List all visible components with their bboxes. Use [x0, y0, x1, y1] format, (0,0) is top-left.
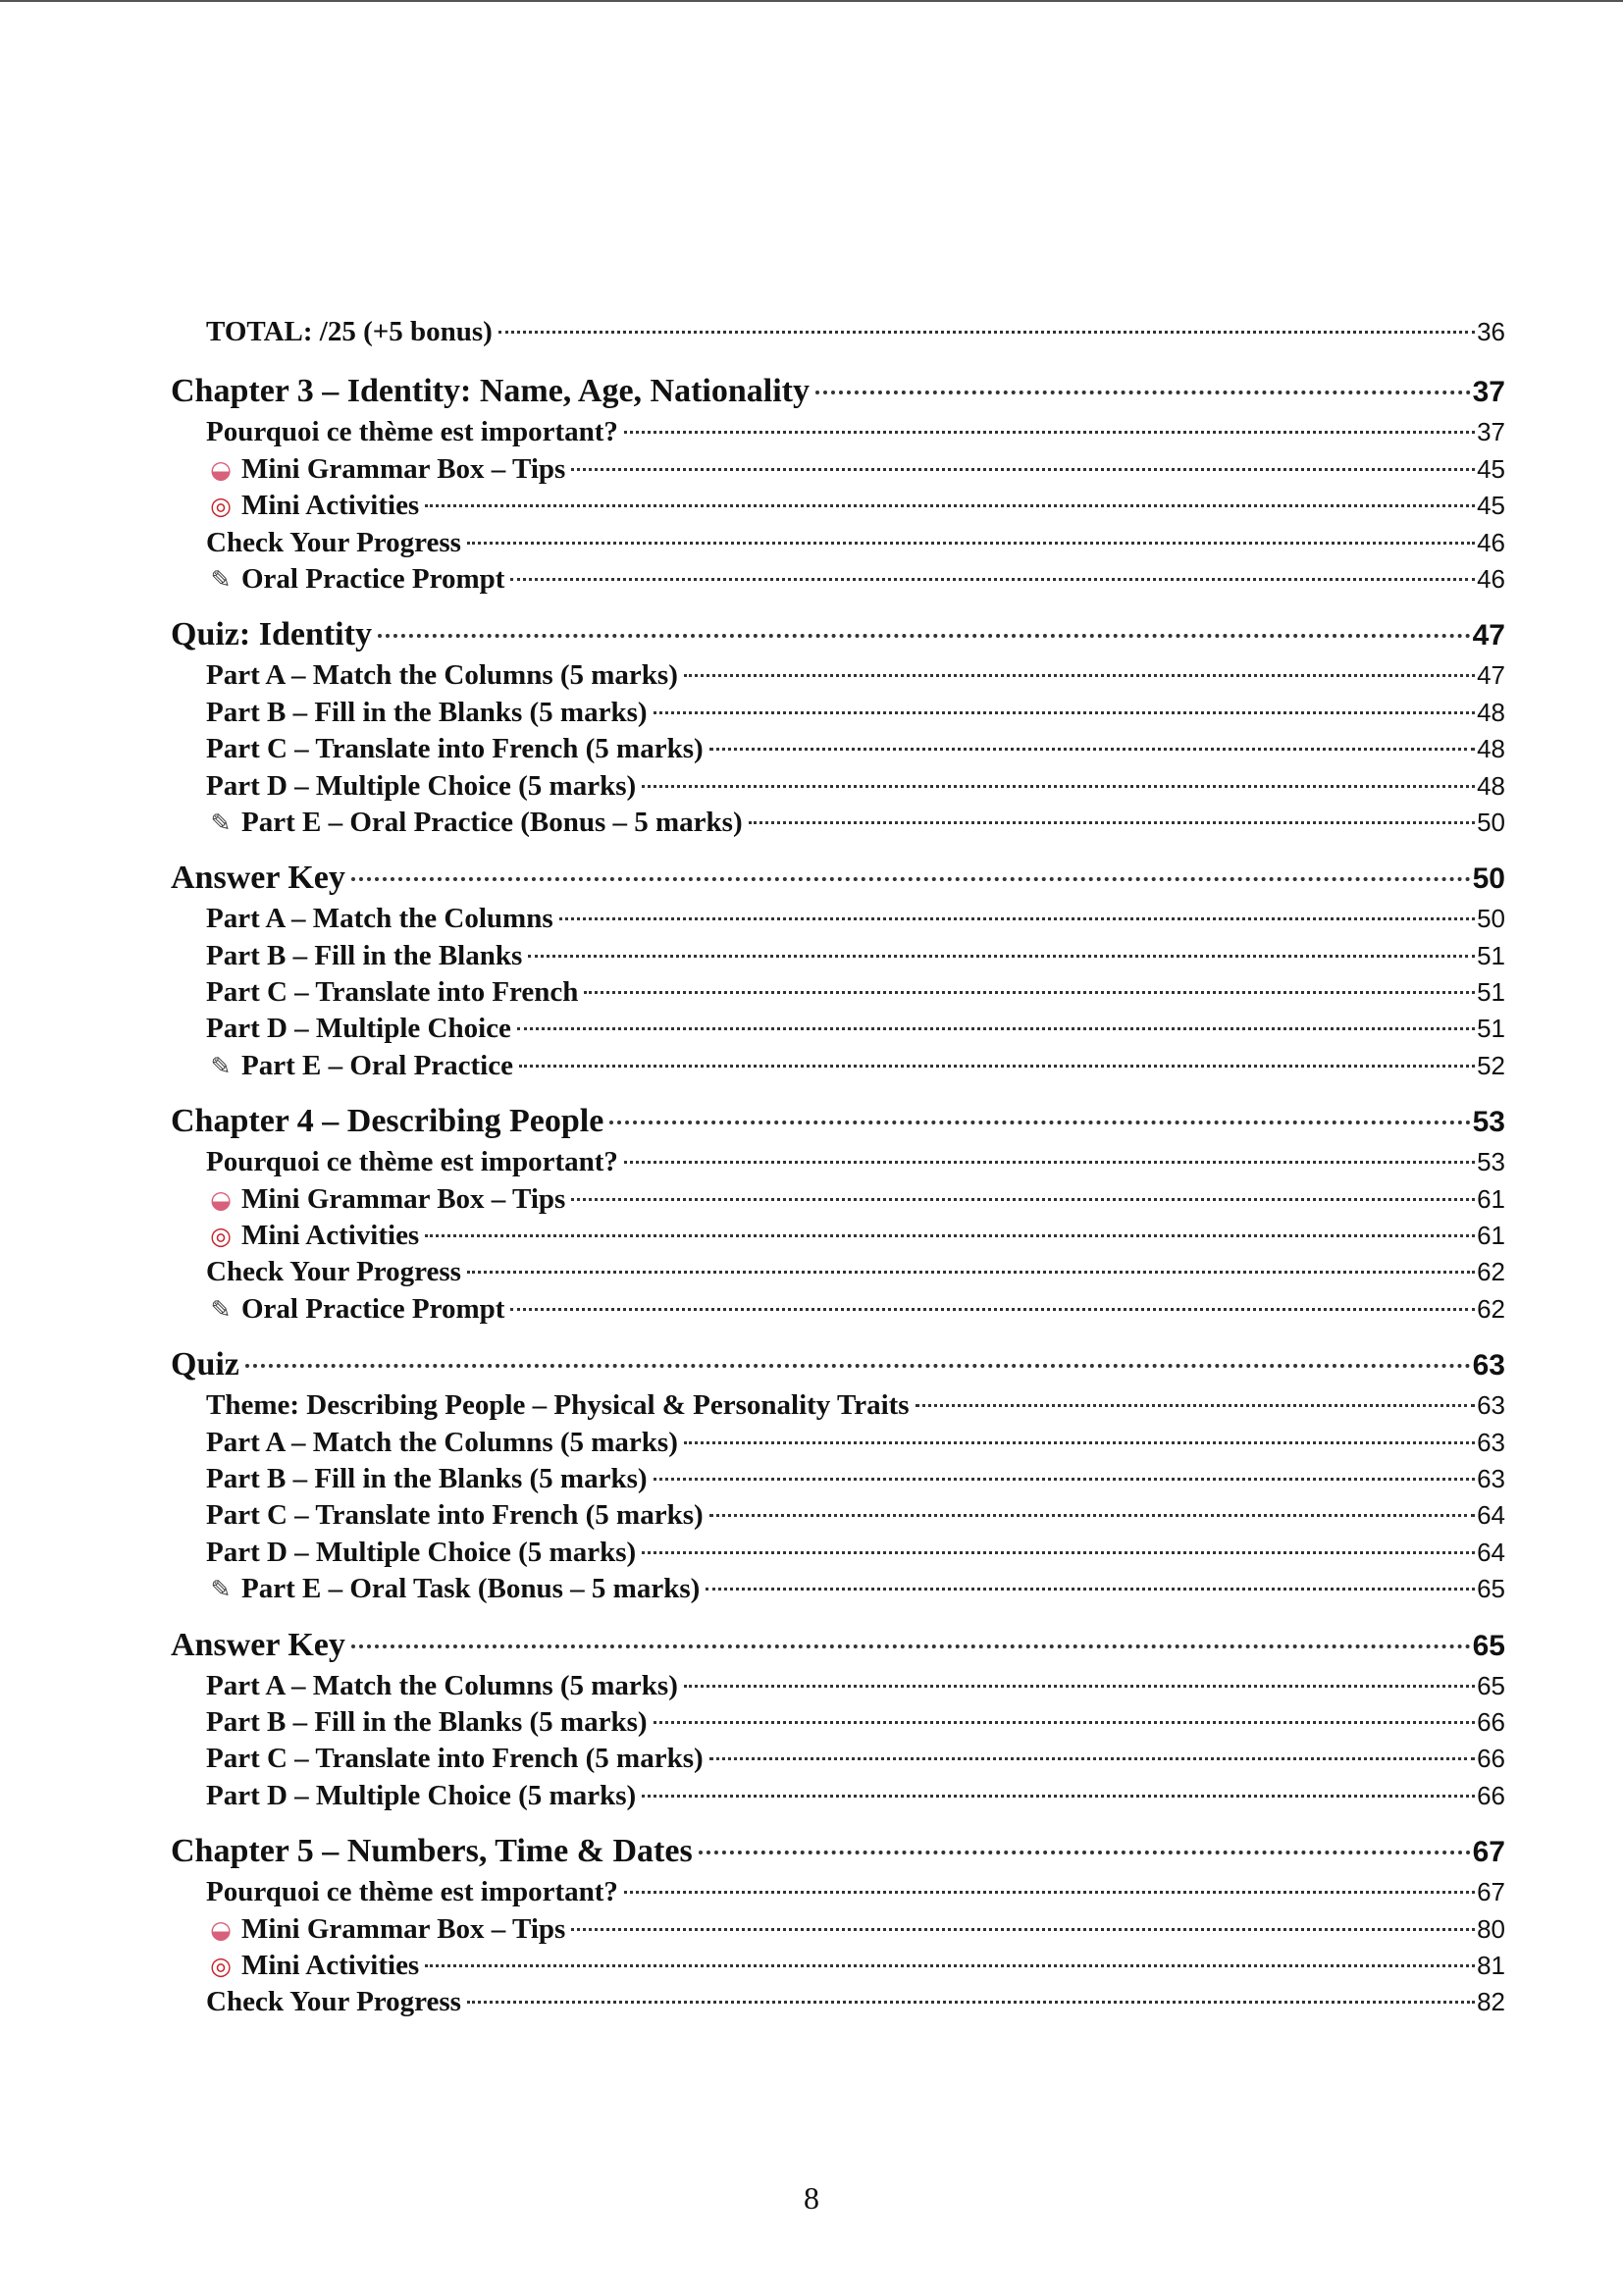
toc-page-number: 45 — [1477, 491, 1505, 521]
dot-leader — [498, 331, 1475, 334]
dot-leader — [609, 1121, 1470, 1124]
toc-entry-title: Part B – Fill in the Blanks (5 marks) — [206, 1705, 648, 1738]
dot-leader — [467, 542, 1475, 545]
toc-entry[interactable] — [171, 1254, 1505, 1290]
toc-entry-title: Part D – Multiple Choice (5 marks) — [206, 1779, 637, 1811]
toc-entry[interactable] — [171, 1461, 1505, 1497]
toc-entry-title: Part E – Oral Practice (Bonus – 5 marks) — [241, 806, 743, 838]
toc-entry[interactable] — [171, 1668, 1505, 1704]
toc-entry[interactable] — [171, 1984, 1505, 2020]
toc-entry-title: Mini Grammar Box – Tips — [241, 1912, 566, 1945]
toc-page-number: 64 — [1477, 1537, 1505, 1567]
toc-section-heading[interactable] — [171, 1622, 1505, 1668]
mic-icon: ✎ — [210, 1294, 232, 1324]
toc-entry[interactable] — [171, 695, 1505, 731]
toc-entry-title: Check Your Progress — [206, 1256, 461, 1288]
toc-entry-title: Part A – Match the Columns (5 marks) — [206, 1669, 678, 1701]
toc-entry[interactable] — [171, 974, 1505, 1011]
dot-leader — [706, 1588, 1475, 1591]
toc-section-heading[interactable] — [171, 368, 1505, 414]
toc-entry-title: Part C – Translate into French (5 marks) — [206, 1743, 704, 1775]
dot-leader — [654, 1478, 1476, 1481]
dot-leader — [916, 1404, 1475, 1407]
dot-leader — [425, 504, 1475, 507]
toc-page-number: 50 — [1477, 904, 1505, 934]
toc-entry-title: Part E – Oral Task (Bonus – 5 marks) — [241, 1573, 701, 1605]
toc-entry[interactable] — [171, 525, 1505, 561]
toc-page-number: 48 — [1477, 770, 1505, 801]
toc-page-number: 47 — [1472, 619, 1505, 652]
toc-page-number: 47 — [1477, 660, 1505, 691]
page-number: 8 — [804, 2180, 819, 2216]
mic-icon: ✎ — [210, 564, 232, 594]
toc-entry-title: Oral Practice Prompt — [241, 1292, 505, 1325]
toc-section-title: Answer Key — [171, 1626, 345, 1663]
toc-section-title: Chapter 5 – Numbers, Time & Dates — [171, 1833, 693, 1870]
toc-entry[interactable] — [171, 1741, 1505, 1777]
toc-entry-title: Pourquoi ce thème est important? — [206, 1876, 618, 1908]
toc-section-title: Chapter 3 – Identity: Name, Age, Nationality — [171, 373, 810, 410]
toc-page-number: 63 — [1477, 1427, 1505, 1457]
toc-entry-title: Part C – Translate into French (5 marks) — [206, 733, 704, 765]
dot-leader — [684, 674, 1475, 677]
toc-entry[interactable] — [171, 451, 1505, 488]
toc-entry[interactable] — [171, 805, 1505, 841]
toc-entry-title: Part D – Multiple Choice (5 marks) — [206, 769, 637, 802]
dot-leader — [510, 578, 1475, 581]
toc-entry[interactable] — [171, 768, 1505, 805]
toc-page-number: 63 — [1472, 1349, 1505, 1383]
dot-leader — [642, 785, 1475, 788]
dot-leader — [709, 1514, 1475, 1517]
top-border-line — [0, 0, 1623, 2]
toc-entry[interactable] — [171, 1571, 1505, 1607]
dot-leader — [571, 468, 1475, 471]
toc-section-title: Answer Key — [171, 860, 345, 897]
toc-entry[interactable] — [171, 657, 1505, 694]
toc-page-number: 36 — [1477, 317, 1505, 346]
toc-entry-title: TOTAL: /25 (+5 bonus) — [206, 316, 493, 347]
toc-entry-title: Part C – Translate into French — [206, 976, 579, 1009]
toc-page-number: 48 — [1477, 697, 1505, 727]
toc-entry-title: Pourquoi ce thème est important? — [206, 1146, 618, 1178]
toc-section-heading[interactable] — [171, 1828, 1505, 1874]
dot-leader — [815, 391, 1471, 394]
dot-leader — [378, 634, 1471, 638]
table-of-contents — [171, 314, 1505, 2021]
toc-page-number: 80 — [1477, 1913, 1505, 1944]
target-icon: ◎ — [210, 1222, 232, 1251]
brain-icon: ◒ — [210, 1184, 232, 1214]
dot-leader — [245, 1364, 1471, 1368]
toc-section-heading[interactable] — [171, 611, 1505, 657]
toc-entry-title: Mini Activities — [241, 490, 420, 522]
toc-entry-title: Mini Activities — [241, 1949, 420, 1981]
toc-page-number: 64 — [1477, 1500, 1505, 1531]
toc-page-number: 81 — [1477, 1950, 1505, 1980]
dot-leader — [684, 1441, 1475, 1444]
toc-page-number: 53 — [1477, 1147, 1505, 1177]
mic-icon: ✎ — [210, 1575, 232, 1604]
dot-leader — [624, 431, 1475, 434]
dot-leader — [519, 1065, 1475, 1068]
mic-icon: ✎ — [210, 1051, 232, 1080]
dot-leader — [642, 1551, 1475, 1554]
toc-entry[interactable] — [171, 1911, 1505, 1948]
toc-page-number: 66 — [1477, 1706, 1505, 1737]
toc-entry[interactable] — [171, 561, 1505, 598]
toc-page-number: 62 — [1477, 1293, 1505, 1324]
dot-leader — [510, 1308, 1475, 1311]
toc-entry[interactable] — [171, 1181, 1505, 1218]
toc-entry-title: Part A – Match the Columns (5 marks) — [206, 659, 678, 692]
dot-leader — [709, 1757, 1475, 1760]
dot-leader — [699, 1851, 1471, 1854]
toc-page-number: 46 — [1477, 527, 1505, 557]
toc-page-number: 65 — [1477, 1670, 1505, 1700]
toc-page-number: 51 — [1477, 977, 1505, 1008]
toc-page-number: 66 — [1477, 1744, 1505, 1774]
dot-leader — [425, 1234, 1475, 1237]
toc-entry-title: Part A – Match the Columns — [206, 903, 553, 935]
toc-page-number: 52 — [1477, 1050, 1505, 1080]
dot-leader — [517, 1027, 1475, 1030]
toc-page-number: 51 — [1477, 1014, 1505, 1044]
toc-entry-title: Part D – Multiple Choice — [206, 1013, 511, 1045]
toc-entry[interactable] — [171, 1218, 1505, 1254]
toc-entry[interactable] — [171, 1704, 1505, 1741]
toc-section-heading[interactable] — [171, 1098, 1505, 1144]
dot-leader — [749, 821, 1475, 824]
toc-entry-title: Pourquoi ce thème est important? — [206, 416, 618, 448]
dot-leader — [467, 2001, 1475, 2004]
toc-entry[interactable] — [171, 1144, 1505, 1180]
toc-page-number: 66 — [1477, 1780, 1505, 1810]
toc-section-heading[interactable] — [171, 855, 1505, 901]
toc-page-number: 50 — [1472, 862, 1505, 896]
toc-section-title: Quiz — [171, 1346, 239, 1383]
toc-entry-title: Check Your Progress — [206, 1986, 461, 2018]
toc-entry[interactable] — [171, 731, 1505, 767]
toc-page-number: 46 — [1477, 563, 1505, 594]
toc-entry[interactable] — [171, 1778, 1505, 1814]
dot-leader — [528, 955, 1475, 958]
dot-leader — [654, 711, 1476, 714]
dot-leader — [467, 1271, 1475, 1274]
toc-entry[interactable] — [171, 1048, 1505, 1084]
toc-entry-title: Part A – Match the Columns (5 marks) — [206, 1426, 678, 1458]
toc-page-number: 51 — [1477, 940, 1505, 970]
brain-icon: ◒ — [210, 454, 232, 484]
toc-page-number: 50 — [1477, 807, 1505, 837]
toc-entry-title: Theme: Describing People – Physical & Personality Traits — [206, 1389, 910, 1422]
toc-page-number: 37 — [1472, 376, 1505, 409]
toc-section-title: Chapter 4 – Describing People — [171, 1103, 604, 1140]
dot-leader — [351, 877, 1471, 881]
dot-leader — [571, 1198, 1475, 1201]
toc-section-heading[interactable] — [171, 1341, 1505, 1387]
toc-page-number: 67 — [1472, 1836, 1505, 1869]
toc-entry[interactable] — [171, 1011, 1505, 1047]
toc-page-number: 82 — [1477, 1987, 1505, 2017]
brain-icon: ◒ — [210, 1914, 232, 1944]
toc-entry-title: Mini Grammar Box – Tips — [241, 1182, 566, 1215]
toc-entry[interactable] — [171, 1387, 1505, 1424]
toc-page-number: 65 — [1477, 1574, 1505, 1604]
toc-entry-title: Oral Practice Prompt — [241, 562, 505, 595]
toc-entry[interactable] — [171, 414, 1505, 450]
toc-page-number: 62 — [1477, 1257, 1505, 1287]
dot-leader — [425, 1964, 1475, 1967]
toc-entry[interactable] — [171, 901, 1505, 937]
dot-leader — [624, 1891, 1475, 1894]
toc-entry-title: Part B – Fill in the Blanks (5 marks) — [206, 1462, 648, 1494]
toc-entry[interactable] — [171, 1497, 1505, 1534]
dot-leader — [351, 1644, 1471, 1648]
toc-entry[interactable] — [171, 938, 1505, 974]
toc-entry[interactable] — [171, 1948, 1505, 1984]
dot-leader — [684, 1685, 1475, 1688]
toc-entry-total[interactable] — [171, 314, 1505, 350]
toc-entry-title: Part C – Translate into French (5 marks) — [206, 1499, 704, 1532]
toc-entry-title: Mini Grammar Box – Tips — [241, 452, 566, 485]
toc-entry[interactable] — [171, 488, 1505, 524]
toc-page-number: 63 — [1477, 1463, 1505, 1493]
toc-page-number: 67 — [1477, 1877, 1505, 1907]
toc-page-number: 65 — [1472, 1629, 1505, 1662]
target-icon: ◎ — [210, 492, 232, 521]
toc-page-number: 53 — [1472, 1106, 1505, 1139]
dot-leader — [624, 1161, 1475, 1164]
dot-leader — [559, 917, 1475, 920]
toc-section-title: Quiz: Identity — [171, 616, 372, 653]
toc-entry-title: Part D – Multiple Choice (5 marks) — [206, 1536, 637, 1568]
toc-entry-title: Part B – Fill in the Blanks — [206, 939, 523, 971]
toc-entry-title: Part E – Oral Practice — [241, 1049, 513, 1081]
dot-leader — [709, 748, 1475, 751]
dot-leader — [654, 1721, 1476, 1724]
toc-entry-title: Mini Activities — [241, 1220, 420, 1252]
target-icon: ◎ — [210, 1951, 232, 1980]
toc-page-number: 63 — [1477, 1390, 1505, 1421]
toc-page-number: 61 — [1477, 1183, 1505, 1214]
dot-leader — [642, 1795, 1475, 1798]
toc-entry[interactable] — [171, 1291, 1505, 1328]
toc-entry[interactable] — [171, 1874, 1505, 1910]
toc-page-number: 45 — [1477, 453, 1505, 484]
dot-leader — [571, 1928, 1475, 1931]
toc-entry-title: Part B – Fill in the Blanks (5 marks) — [206, 696, 648, 728]
toc-entry-title: Check Your Progress — [206, 526, 461, 558]
toc-page-number: 37 — [1477, 417, 1505, 447]
toc-entry[interactable] — [171, 1425, 1505, 1461]
dot-leader — [584, 991, 1475, 994]
toc-page-number: 61 — [1477, 1221, 1505, 1251]
toc-page-number: 48 — [1477, 734, 1505, 764]
toc-entry[interactable] — [171, 1535, 1505, 1571]
mic-icon: ✎ — [210, 808, 232, 837]
